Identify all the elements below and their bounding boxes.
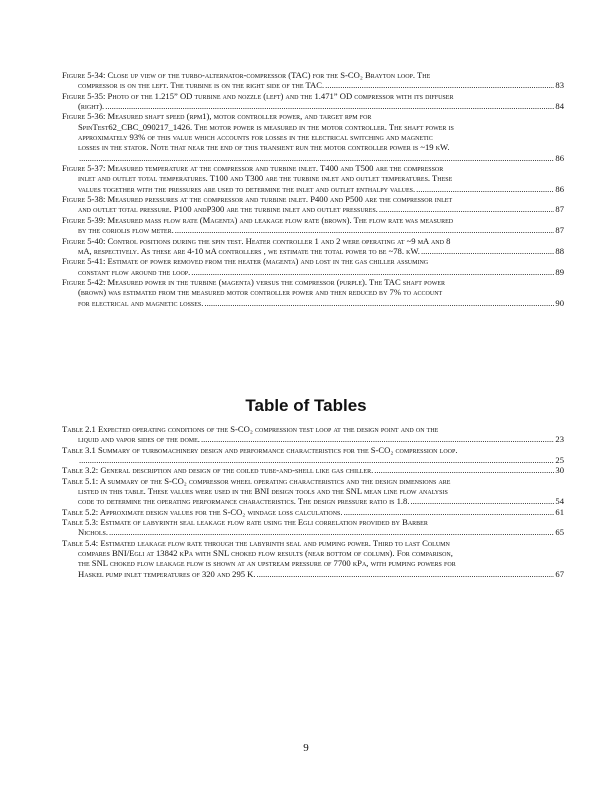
figure-entry[interactable]: [62, 70, 564, 91]
entry-text: (right).: [78, 101, 105, 112]
list-of-tables: [62, 424, 564, 579]
dot-leader: [411, 496, 555, 506]
entry-text: liquid and vapor sides of the dome.: [78, 434, 200, 445]
entry-text: values together with the pressures are used to determine the inlet and outlet enthalpy values.: [78, 183, 416, 194]
entry-text: Figure 5-35: Photo of the 1.215” OD turbine and nozzle (left) and the 1.471” OD compressor with its diffuser: [62, 90, 454, 101]
dot-leader: [344, 507, 555, 517]
entry-page-number[interactable]: 67: [555, 568, 564, 579]
entry-text: Figure 5-36: Measured shaft speed (rpm1), motor controller power, and target rpm for: [62, 111, 372, 122]
entry-text: Figure 5-39: Measured mass flow rate (Magenta) and leakage flow rate (brown). The flow rate was measured: [62, 214, 454, 225]
dot-leader: [201, 434, 554, 444]
entry-text: Table 5.1: A summary of the S-CO₂ compressor wheel operating characteristics and the design dimensions are: [62, 475, 451, 486]
table-entry[interactable]: [62, 517, 564, 538]
entry-page-number[interactable]: 65: [555, 527, 564, 538]
entry-page-number[interactable]: 61: [555, 506, 564, 517]
entry-text: Table 5.3: Estimate of labyrinth seal leakage flow rate using the Egli correlation provided by Barber: [62, 517, 428, 528]
dot-leader: [109, 527, 554, 537]
entry-text: Figure 5-37: Measured temperature at the compressor and turbine inlet. T400 and T500 are the compressor: [62, 163, 444, 174]
figure-entry[interactable]: [62, 277, 564, 308]
entry-text: Haskel pump inlet temperatures of 320 and 295 K.: [78, 568, 256, 579]
entry-text: compressor is on the left. The turbine is on the right side of the TAC.: [78, 80, 325, 91]
entry-page-number[interactable]: 86: [555, 183, 564, 194]
entry-page-number[interactable]: 86: [555, 152, 564, 163]
entry-text: code to determine the operating performance characteristics. The design pressure ratio is 1.8.: [78, 496, 410, 507]
entry-page-number[interactable]: 88: [555, 245, 564, 256]
entry-page-number[interactable]: 30: [555, 465, 564, 476]
entry-text: Figure 5-34: Close up view of the turbo-alternator-compressor (TAC) for the S-CO₂ Brayton loop. The: [62, 70, 431, 80]
table-entry[interactable]: [62, 445, 564, 466]
entry-text: Figure 5-41: Estimate of power removed from the heater (magenta) and lost in the gas chiller assuming: [62, 256, 429, 267]
table-entry[interactable]: [62, 538, 564, 579]
entry-page-number[interactable]: 83: [555, 80, 564, 91]
entry-text: (brown) was estimated from the measured motor controller power and then reduced by 7% to account: [78, 287, 443, 298]
entry-text: the SNL choked flow leakage flow is shown at an upstream pressure of 7700 kPa, with pumping powers for: [78, 558, 456, 569]
dot-leader: [379, 204, 555, 214]
page-number: 9: [303, 742, 309, 754]
entry-text: compares BNI/Egli at 13842 kPa with SNL choked flow results (near bottom of column). For comparison,: [78, 548, 453, 559]
entry-text: constant flow around the loop.: [78, 266, 191, 277]
entry-page-number[interactable]: 87: [555, 225, 564, 236]
entry-page-number[interactable]: 87: [555, 204, 564, 215]
entry-text: inlet and outlet total temperatures. T100 and T300 are the turbine inlet and outlet temperatures. These: [78, 173, 453, 184]
entry-text: Figure 5-40: Control positions during the spin test. Heater controller 1 and 2 were operating at ~9 mA and 8: [62, 235, 451, 246]
entry-text: Figure 5-42: Measured power in the turbine (magenta) versus the compressor (purple). The TAC shaft power: [62, 276, 446, 287]
entry-text: listed in this table. These values were used in the BNI design tools and the SNL mean line flow analysis: [78, 486, 448, 497]
entry-text: Table 5.4: Estimated leakage flow rate through the labyrinth seal and pumping power. Third to last Column: [62, 537, 450, 548]
list-of-figures: [62, 70, 564, 308]
entry-text: Nichols.: [78, 527, 109, 538]
figure-entry[interactable]: [62, 91, 564, 112]
table-entry[interactable]: [62, 476, 564, 507]
dot-leader: [191, 267, 554, 277]
entry-text: mA, respectively. As these are 4-10 mA controllers , we estimate the total power to be ~78. kW.: [78, 245, 420, 256]
entry-page-number[interactable]: 90: [555, 297, 564, 308]
entry-text: and outlet total pressure. P100 andP300 are the turbine inlet and outlet pressures.: [78, 204, 378, 215]
dot-leader: [204, 298, 554, 308]
figure-entry[interactable]: [62, 111, 564, 163]
table-of-tables-heading: Table of Tables: [245, 396, 367, 415]
entry-text: Table 3.2: General description and design of the coiled tube-and-shell like gas chiller.: [62, 465, 374, 476]
dot-leader: [105, 101, 554, 111]
entry-page-number[interactable]: 84: [555, 101, 564, 112]
entry-text: approximately 93% of this value which accounts for losses in the electrical switching and magnetic: [78, 132, 433, 143]
entry-text: for electrical and magnetic losses.: [78, 297, 204, 308]
table-entry[interactable]: [62, 424, 564, 445]
dot-leader: [79, 153, 554, 163]
entry-page-number[interactable]: 89: [555, 266, 564, 277]
dot-leader: [175, 225, 555, 235]
figure-entry[interactable]: [62, 163, 564, 194]
entry-text: Table 2.1 Expected operating conditions of the S-CO₂ compression test loop at the design point and on the: [62, 424, 439, 434]
entry-text: SpinTest62_CBC_090217_1426. The motor power is measured in the motor controller. The shaft power is: [78, 121, 454, 132]
dot-leader: [421, 246, 554, 256]
table-entry[interactable]: [62, 465, 564, 475]
dot-leader: [257, 569, 555, 579]
dot-leader: [416, 184, 554, 194]
entry-page-number[interactable]: 25: [555, 455, 564, 466]
entry-text: by the coriolis flow meter.: [78, 225, 174, 236]
table-entry[interactable]: [62, 507, 564, 517]
figure-entry[interactable]: [62, 194, 564, 215]
dot-leader: [79, 455, 554, 465]
figure-entry[interactable]: [62, 215, 564, 236]
entry-text: Table 3.1 Summary of turbomachinery design and performance characteristics for the S-CO₂ compression loop.: [62, 444, 458, 455]
entry-page-number[interactable]: 54: [555, 496, 564, 507]
entry-text: Figure 5-38: Measured pressures at the compressor and turbine inlet. P400 and P500 are the compressor inlet: [62, 194, 453, 205]
dot-leader: [374, 465, 554, 475]
entry-page-number[interactable]: 23: [555, 434, 564, 445]
figure-entry[interactable]: [62, 236, 564, 257]
entry-text: Table 5.2: Approximate design values for the S-CO₂ windage loss calculations.: [62, 506, 343, 517]
figure-entry[interactable]: [62, 256, 564, 277]
dot-leader: [325, 80, 554, 90]
entry-text: losses in the stator. Note that near the end of this transient run the motor controller power is ~19 kW.: [78, 142, 450, 153]
